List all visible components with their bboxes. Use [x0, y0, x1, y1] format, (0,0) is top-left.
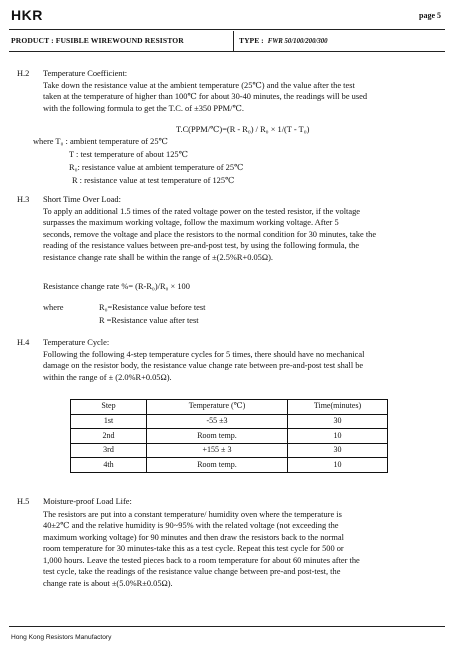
product-label: PRODUCT : FUSIBLE WIREWOUND RESISTOR [11, 36, 184, 45]
section-title: Temperature Coefficient: [43, 69, 128, 78]
section-h4-heading [17, 337, 109, 348]
table-row [71, 429, 388, 444]
tc-formula: T.C(PPM/℃)=(R - R₀) / R₀ × 1/(T - T₀) [176, 125, 310, 134]
section-h4-body [43, 349, 433, 383]
body-line: Take down the resistance value at the ambient temperature (25℃) and the value after the test [43, 81, 355, 90]
body-line: maximum working voltage) for 90 minutes and then draw the resistors back to the normal [43, 532, 344, 542]
section-h2-heading [17, 68, 127, 79]
section-number: H.3 [17, 195, 30, 204]
header-rule-bottom [9, 51, 445, 52]
table-cell: -55 ±3 [147, 414, 288, 429]
table-cell: Room temp. [147, 429, 288, 444]
temperature-cycle-table [70, 399, 388, 473]
table-cell: 4th [71, 458, 147, 473]
type-value: FWR 50/100/200/300 [267, 38, 328, 45]
section-number: H.2 [17, 69, 30, 78]
body-line: room temperature for 30 minutes-take this as a test cycle. Repeat this test cycle for 500 or [43, 544, 344, 554]
body-line: taken at the temperature of higher than 100℃ for about 30-40 minutes, the readings will be used [43, 92, 368, 102]
table-cell: 3rd [71, 443, 147, 458]
section-title: Moisture-proof Load Life: [43, 497, 132, 506]
body-line: Following the following 4-step temperature cycles for 5 times, there should have no mechanical [43, 350, 365, 359]
change-rate-formula: Resistance change rate %= (R-R₀)/R₀ × 100 [43, 282, 190, 291]
body-line: change rate is about ±(5.0%R±0.05Ω). [43, 578, 173, 588]
table-cell: 2nd [71, 429, 147, 444]
type-key: TYPE : [239, 36, 264, 45]
body-line: The resistors are put into a constant temperature/ humidity oven where the temperature is [43, 510, 342, 519]
page-number: page 5 [419, 11, 441, 20]
body-line: test cycle, take the readings of the resistance value change between pre-and post-test, the [43, 567, 341, 577]
table-row [71, 414, 388, 429]
header-rule-top [9, 29, 445, 30]
body-line: 1,000 hours. Leave the tested pieces back to a room temperature for about 60 minutes after the [43, 555, 360, 565]
where-line: R : resistance value at test temperature of 125℃ [72, 176, 235, 185]
section-h5-body [43, 509, 433, 589]
table-header-row [71, 400, 388, 415]
brand-logo: HKR [11, 7, 43, 23]
table-header: Time(minutes) [288, 400, 388, 415]
table-row [71, 458, 388, 473]
table-cell: 30 [288, 443, 388, 458]
body-line: resistance change rate shall be within the range of ±(2.5%R+0.05Ω). [43, 252, 273, 262]
where-line: R =Resistance value after test [99, 316, 199, 325]
table-header: Temperature (℃) [147, 400, 288, 415]
body-line: surpasses the maximum working voltage, follow the maximum working voltage. After 5 [43, 218, 339, 228]
header-divider [233, 31, 234, 51]
section-h2-body [43, 80, 433, 114]
table-cell: 10 [288, 429, 388, 444]
table-cell: Room temp. [147, 458, 288, 473]
body-line: damage on the resistor body, the resistance value change rate between pre-and-post test shall be [43, 361, 364, 371]
table-row [71, 443, 388, 458]
section-h3-heading [17, 194, 121, 205]
body-line: seconds, remove the voltage and place the resistors to the normal condition for 30 minutes, take the [43, 229, 377, 239]
where-line: R₀: resistance value at ambient temperature of 25℃ [69, 163, 244, 172]
body-line: 40±2℃ and the relative humidity is 90~95% with the related voltage (not exceeding the [43, 521, 339, 531]
footer-company: Hong Kong Resistors Manufactory [11, 634, 112, 641]
table-cell: 10 [288, 458, 388, 473]
body-line: reading of the resistance values between pre-and-post test, by using the following formula, the [43, 241, 360, 251]
section-number: H.4 [17, 338, 30, 347]
section-h3-body [43, 206, 433, 263]
section-title: Short Time Over Load: [43, 195, 121, 204]
where-line: R₀=Resistance value before test [99, 303, 206, 312]
table-cell: 30 [288, 414, 388, 429]
type-label [239, 36, 328, 46]
body-line: within the range of ± (2.0%R+0.05Ω). [43, 372, 172, 382]
section-title: Temperature Cycle: [43, 338, 110, 347]
where-line: T : test temperature of about 125℃ [69, 150, 188, 159]
body-line: To apply an additional 1.5 times of the rated voltage power on the tested resistor, if the voltage [43, 207, 361, 216]
body-line: with the following formula to get the T.C. of ±350 PPM/℃. [43, 103, 244, 113]
section-h5-heading [17, 496, 132, 507]
table-cell: 1st [71, 414, 147, 429]
where-line: where T₀ : ambient temperature of 25℃ [33, 137, 168, 146]
where-label: where [43, 303, 64, 312]
table-header: Step [71, 400, 147, 415]
section-number: H.5 [17, 497, 30, 506]
table-cell: +155 ± 3 [147, 443, 288, 458]
footer-rule [9, 626, 445, 627]
